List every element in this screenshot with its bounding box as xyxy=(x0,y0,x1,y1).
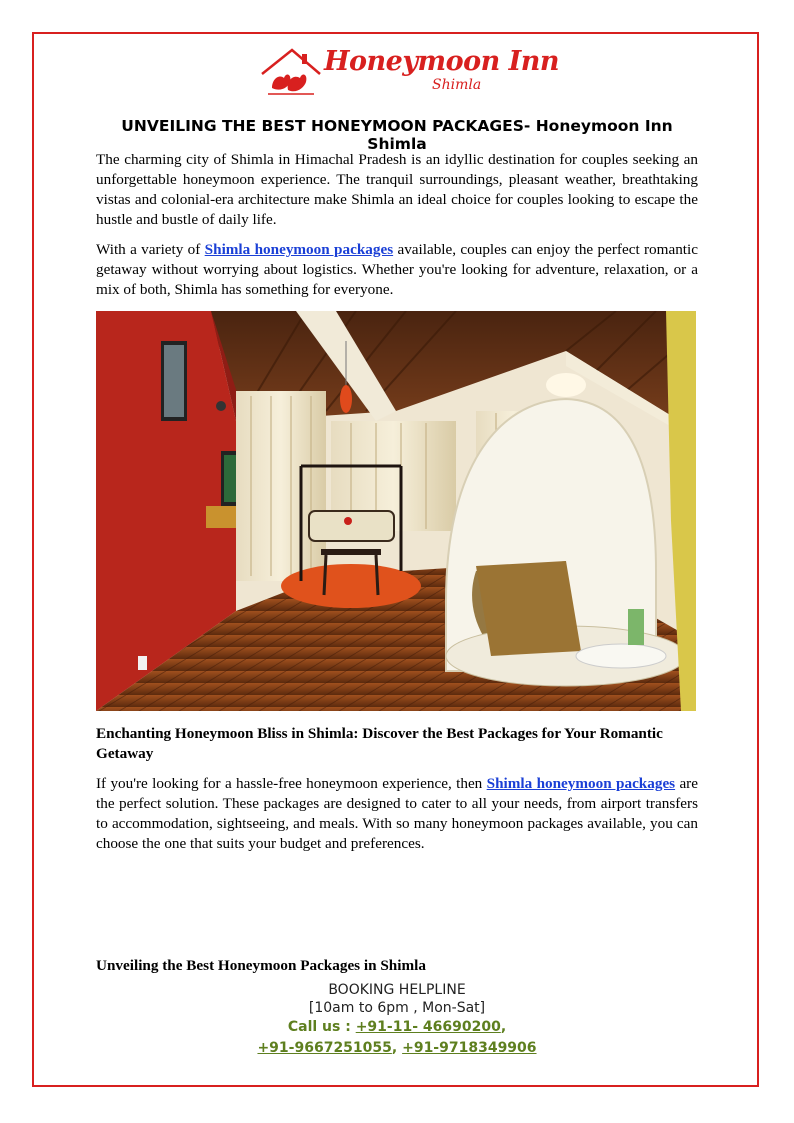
intro-paragraph-2: With a variety of Shimla honeymoon packages available, couples can enjoy the perfect romantic getaway without worrying about logistics. Whether you're looking for adventure, relaxation, or a mix of both, Shimla has something for everyone. xyxy=(96,241,698,298)
shimla-honeymoon-packages-link-2[interactable]: Shimla honeymoon packages xyxy=(486,775,676,792)
phone-numbers-line: +91-9667251055, +91-9718349906 xyxy=(257,1040,537,1056)
call-us-line: Call us : +91-11- 46690200, xyxy=(287,1019,507,1035)
page-title: UNVEILING THE BEST HONEYMOON PACKAGES- Honeymoon Inn Shimla xyxy=(121,117,673,153)
section-1-heading: Enchanting Honeymoon Bliss in Shimla: Discover the Best Packages for Your Romantic Getaway xyxy=(96,725,663,762)
honeymoon-room-photo xyxy=(96,311,696,711)
house-birds-icon xyxy=(258,44,324,100)
phone-link-2[interactable]: +91-9667251055 xyxy=(257,1040,392,1056)
phone-link-1[interactable]: +91-11- 46690200 xyxy=(355,1019,501,1035)
booking-helpline-hours: [10am to 6pm , Mon-Sat] xyxy=(308,1000,486,1016)
section-2-heading: Unveiling the Best Honeymoon Packages in Shimla xyxy=(96,957,426,974)
intro-paragraph-1: The charming city of Shimla in Himachal Pradesh is an idyllic destination for couples seeking an unforgettable honeymoon experience. The tranquil surroundings, pleasant weather, breathtaking vistas and colonial-era architecture make Shimla an ideal choice for couples looking to escape the hustle and bustle of daily life. xyxy=(96,151,698,228)
shimla-honeymoon-packages-link[interactable]: Shimla honeymoon packages xyxy=(204,241,394,258)
logo-title: Honeymoon Inn xyxy=(324,46,560,77)
section-1-paragraph: If you're looking for a hassle-free honeymoon experience, then Shimla honeymoon packages are the perfect solution. These packages are designed to cater to all your needs, from airport transfers to accommodation, sightseeing, and meals. With so many honeymoon packages available, you can choose the one that suits your budget and preferences. xyxy=(96,775,698,852)
logo-subtitle: Shimla xyxy=(432,77,482,93)
honeymoon-inn-logo[interactable] xyxy=(258,44,560,100)
booking-helpline-title: BOOKING HELPLINE xyxy=(328,982,466,998)
phone-link-3[interactable]: +91-9718349906 xyxy=(402,1040,537,1056)
